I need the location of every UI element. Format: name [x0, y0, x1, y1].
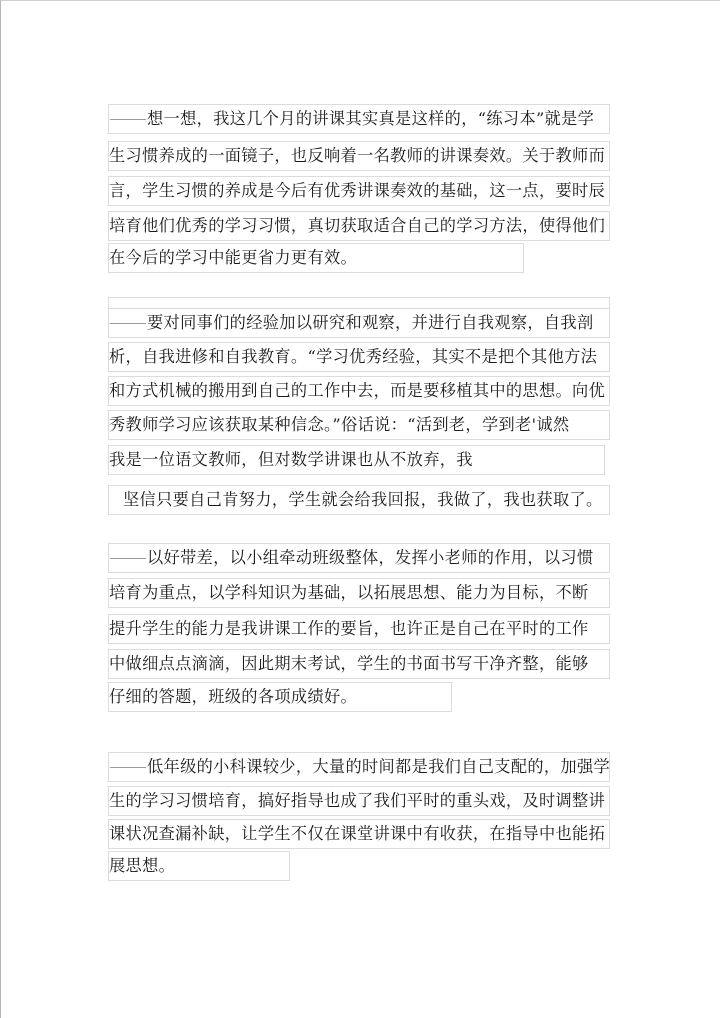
paragraph-5-line-4: 展思想。: [108, 851, 290, 881]
paragraph-5-line-2: 生的学习习惯培育，搞好指导也成了我们平时的重头戏，及时调整讲: [108, 786, 610, 816]
paragraph-2-line-5: 我是一位语文教师，但对数学讲课也从不放弃，我: [108, 445, 605, 475]
paragraph-4-line-2: 培育为重点，以学科知识为基础，以拓展思想、能力为目标，不断: [108, 578, 610, 608]
paragraph-5-line-1: 低年级的小科课较少，大量的时间都是我们自己支配的，加强学: [108, 752, 610, 782]
paragraph-2-line-3: 和方式机械的搬用到自己的工作中去，而是要移植其中的思想。向优: [108, 376, 610, 406]
paragraph-3-line-1: 坚信只要自己肯努力，学生就会给我回报，我做了，我也获取了。: [108, 485, 610, 515]
paragraph-1-line-4: 培育他们优秀的学习习惯，真切获取适合自己的学习方法，使得他们: [108, 211, 610, 241]
paragraph-2-line-1: 要对同事们的经验加以研究和观察，并进行自我观察，自我剖: [108, 308, 610, 338]
paragraph-1-line-2: 生习惯养成的一面镜子，也反响着一名教师的讲课奏效。关于教师而: [108, 141, 610, 171]
paragraph-1-line-3: 言，学生习惯的养成是今后有优秀讲课奏效的基础，这一点，要时辰: [108, 176, 610, 206]
paragraph-5-line-3: 课状况查漏补缺，让学生不仅在课堂讲课中有收获，在指导中也能拓: [108, 819, 610, 849]
paragraph-4-line-4: 中做细点点滴滴，因此期末考试，学生的书面书写干净齐整，能够: [108, 649, 610, 679]
paragraph-1-line-5: 在今后的学习中能更省力更有效。: [108, 243, 524, 273]
paragraph-1-line-1: 想一想，我这几个月的讲课其实真是这样的，“练习本”就是学: [108, 104, 610, 134]
paragraph-4-line-1: 以好带差，以小组牵动班级整体，发挥小老师的作用，以习惯: [108, 543, 610, 573]
paragraph-2-line-4: 秀教师学习应该获取某种信念。”俗话说：“活到老，学到老'诚然: [108, 410, 610, 440]
paragraph-4-line-3: 提升学生的能力是我讲课工作的要旨，也许正是自己在平时的工作: [108, 614, 610, 644]
paragraph-2-line-2: 析，自我进修和自我教育。“学习优秀经验，其实不是把个其他方法: [108, 342, 610, 372]
paragraph-4-line-5: 仔细的答题，班级的各项成绩好。: [108, 682, 452, 712]
